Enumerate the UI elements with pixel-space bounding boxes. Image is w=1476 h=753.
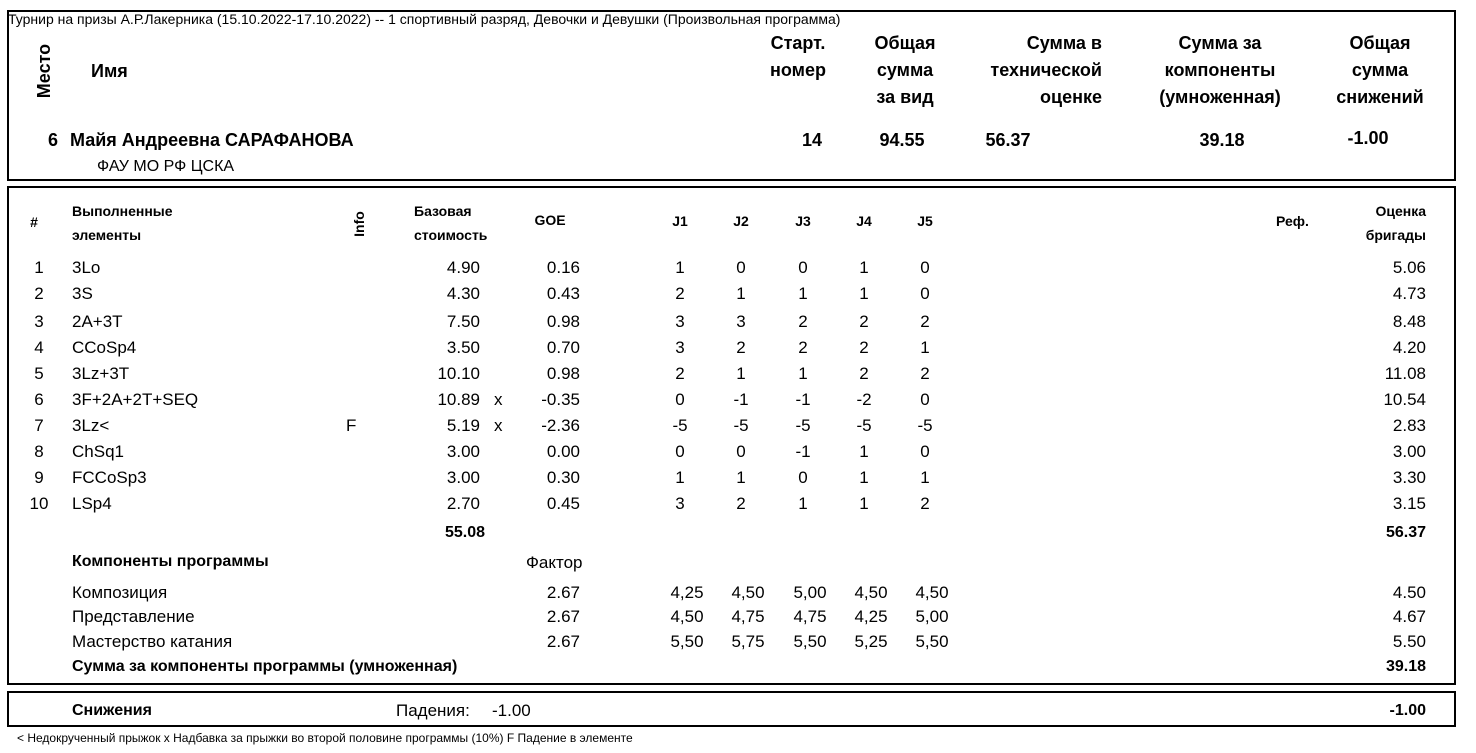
name-label: Имя (91, 61, 128, 81)
header-line: (умноженная) (1159, 87, 1281, 107)
element-name: ChSq1 (72, 442, 124, 461)
element-judge-1: 3 (675, 494, 685, 513)
element-judge-1: 0 (675, 442, 685, 461)
component-judge-3: 5,00 (793, 583, 827, 602)
component-judge-2: 4,75 (731, 607, 765, 626)
header-line: бригады (1365, 227, 1426, 243)
header-line: Базовая (414, 203, 472, 219)
falls-label: Падения: (396, 701, 470, 720)
element-base-value: 2.70 (446, 494, 480, 513)
element-base-value: 7.50 (446, 312, 480, 331)
skater-start-number: 14 (801, 130, 823, 150)
header-line: оценке (1040, 87, 1102, 107)
element-judge-4: 2 (859, 364, 869, 383)
element-bonus-mark: x (494, 390, 503, 409)
element-judge-2: 0 (736, 258, 746, 277)
element-score: 3.30 (1392, 468, 1426, 487)
component-judge-4: 4,50 (854, 583, 888, 602)
component-name: Мастерство катания (72, 632, 233, 651)
deductions-total: -1.00 (1389, 702, 1426, 719)
component-score: 4.50 (1392, 583, 1426, 602)
element-judge-2: 3 (736, 312, 746, 331)
element-num: 7 (34, 416, 44, 435)
header-line: Оценка (1375, 203, 1426, 219)
element-judge-5: 0 (920, 390, 930, 409)
element-score: 11.08 (1384, 364, 1426, 383)
element-judge-3: 2 (798, 338, 808, 357)
col-j4-header: J4 (856, 213, 872, 229)
component-judge-3: 4,75 (793, 607, 827, 626)
element-base-value: 3.50 (446, 338, 480, 357)
col-base-header (414, 199, 487, 247)
deductions-label: Снижения (72, 702, 152, 719)
element-judge-2: -5 (733, 416, 749, 435)
skater-pcs: 39.18 (1199, 130, 1245, 150)
element-judge-5: 1 (920, 468, 930, 487)
element-judge-5: 0 (920, 258, 930, 277)
element-judge-1: 3 (675, 338, 685, 357)
element-score: 3.00 (1392, 442, 1426, 461)
col-info-header: Info (351, 211, 367, 237)
col-j2-header: J2 (733, 213, 749, 229)
score-total: 56.37 (1385, 524, 1426, 541)
component-judge-5: 4,50 (915, 583, 949, 602)
element-name: 3F+2A+2T+SEQ (72, 390, 199, 409)
total-score-header (850, 30, 960, 111)
element-judge-5: 1 (920, 338, 930, 357)
element-bonus-mark: x (494, 416, 503, 435)
element-name: 3Lz+3T (72, 364, 130, 383)
header-line: Сумма в (1026, 33, 1102, 53)
element-score: 4.73 (1392, 284, 1426, 303)
element-judge-4: 2 (859, 338, 869, 357)
component-name: Представление (72, 607, 195, 626)
component-score: 5.50 (1392, 632, 1426, 651)
component-factor: 2.67 (546, 607, 580, 626)
element-judge-3: 2 (798, 312, 808, 331)
element-judge-1: 1 (675, 468, 685, 487)
element-num: 2 (34, 284, 44, 303)
place-label: Место (34, 43, 54, 99)
legend: < Недокрученный прыжок x Надбавка за прыжки во второй половине программы (10%) F Падение в элементе (17, 731, 633, 745)
event-title: Турнир на призы А.Р.Лакерника (15.10.2022-17.10.2022) -- 1 спортивный разряд, Девочки и Девушки (Произвольная программа) (8, 11, 841, 27)
component-judge-4: 5,25 (854, 632, 888, 651)
components-total-label: Сумма за компоненты программы (умноженная) (72, 658, 458, 675)
element-judge-2: 1 (736, 284, 746, 303)
base-total: 55.08 (444, 524, 485, 541)
skater-place: 6 (47, 130, 58, 150)
element-goe: 0.43 (546, 284, 580, 303)
element-judge-4: -2 (856, 390, 872, 409)
element-num: 5 (34, 364, 44, 383)
element-judge-4: -5 (856, 416, 872, 435)
deductions-box (7, 691, 1456, 727)
element-name: FCCoSp3 (72, 468, 147, 487)
component-judge-4: 4,25 (854, 607, 888, 626)
tes-header (960, 30, 1102, 111)
element-num: 4 (34, 338, 44, 357)
element-judge-3: -5 (795, 416, 811, 435)
component-name: Композиция (72, 583, 168, 602)
element-judge-5: 2 (920, 494, 930, 513)
element-judge-3: 0 (798, 258, 808, 277)
element-goe: 0.70 (546, 338, 580, 357)
col-score-header (1330, 199, 1426, 247)
components-title: Компоненты программы (72, 553, 269, 570)
element-goe: 0.98 (546, 364, 580, 383)
deductions-header (1322, 30, 1438, 111)
col-j1-header: J1 (672, 213, 688, 229)
element-judge-5: 0 (920, 284, 930, 303)
element-score: 8.48 (1392, 312, 1426, 331)
element-goe: 0.45 (546, 494, 580, 513)
element-score: 2.83 (1392, 416, 1426, 435)
element-base-value: 10.10 (437, 364, 480, 383)
element-judge-4: 1 (859, 442, 869, 461)
header-line: Старт. (770, 33, 826, 53)
element-info: F (346, 416, 357, 435)
element-judge-3: 0 (798, 468, 808, 487)
header-line: за вид (876, 87, 934, 107)
element-judge-3: 1 (798, 494, 808, 513)
element-base-value: 10.89 (437, 390, 480, 409)
skater-club: ФАУ МО РФ ЦСКА (97, 158, 235, 175)
skater-total: 94.55 (879, 130, 925, 150)
header-line: Общая (874, 33, 936, 53)
element-num: 1 (34, 258, 44, 277)
element-goe: 0.16 (546, 258, 580, 277)
pcs-header (1130, 30, 1310, 111)
element-score: 5.06 (1392, 258, 1426, 277)
skater-deductions: -1.00 (1347, 128, 1389, 148)
header-line: компоненты (1164, 60, 1276, 80)
col-j5-header: J5 (917, 213, 933, 229)
element-judge-3: 1 (798, 284, 808, 303)
element-judge-2: 1 (736, 364, 746, 383)
col-j3-header: J3 (795, 213, 811, 229)
element-judge-4: 1 (859, 468, 869, 487)
skater-name: Майя Андреевна САРАФАНОВА (70, 130, 354, 150)
element-name: 3Lz< (72, 416, 110, 435)
component-judge-2: 5,75 (731, 632, 765, 651)
component-judge-5: 5,00 (915, 607, 949, 626)
component-judge-5: 5,50 (915, 632, 949, 651)
col-ref-header: Реф. (1276, 213, 1309, 229)
element-base-value: 4.30 (446, 284, 480, 303)
element-base-value: 5.19 (446, 416, 480, 435)
element-name: CCoSp4 (72, 338, 137, 357)
element-judge-4: 2 (859, 312, 869, 331)
header-line: сумма (1351, 60, 1409, 80)
element-num: 3 (34, 312, 44, 331)
element-judge-2: 2 (736, 338, 746, 357)
header-line: стоимость (414, 227, 488, 243)
element-score: 4.20 (1392, 338, 1426, 357)
header-line: технической (990, 60, 1102, 80)
header-line: номер (770, 60, 826, 80)
element-name: LSp4 (72, 494, 112, 513)
element-judge-5: 2 (920, 364, 930, 383)
element-judge-2: 2 (736, 494, 746, 513)
element-judge-3: -1 (795, 390, 811, 409)
component-judge-1: 4,50 (670, 607, 704, 626)
element-judge-2: 0 (736, 442, 746, 461)
header-line: Общая (1349, 33, 1411, 53)
element-judge-5: -5 (917, 416, 933, 435)
element-goe: -0.35 (541, 390, 580, 409)
element-name: 2A+3T (72, 312, 123, 331)
element-num: 10 (29, 494, 49, 513)
element-judge-5: 2 (920, 312, 930, 331)
component-score: 4.67 (1392, 607, 1426, 626)
header-line: Сумма за (1178, 33, 1262, 53)
element-judge-1: 2 (675, 284, 685, 303)
element-judge-4: 1 (859, 258, 869, 277)
element-num: 8 (34, 442, 44, 461)
element-num: 6 (34, 390, 44, 409)
element-judge-4: 1 (859, 494, 869, 513)
component-judge-3: 5,50 (793, 632, 827, 651)
element-base-value: 3.00 (446, 468, 480, 487)
element-judge-3: 1 (798, 364, 808, 383)
element-judge-1: 1 (675, 258, 685, 277)
element-num: 9 (34, 468, 44, 487)
header-line: элементы (72, 227, 142, 243)
element-goe: -2.36 (541, 416, 580, 435)
element-judge-2: 1 (736, 468, 746, 487)
element-base-value: 3.00 (446, 442, 480, 461)
components-total: 39.18 (1385, 658, 1426, 675)
element-judge-1: -5 (672, 416, 688, 435)
element-judge-2: -1 (733, 390, 749, 409)
element-name: 3Lo (72, 258, 101, 277)
element-score: 3.15 (1392, 494, 1426, 513)
header-line: снижений (1336, 87, 1424, 107)
element-judge-1: 2 (675, 364, 685, 383)
element-goe: 0.30 (546, 468, 580, 487)
falls-value: -1.00 (492, 701, 531, 720)
col-executed-header (72, 199, 173, 247)
header-line: Выполненные (72, 203, 173, 219)
factor-label: Фактор (526, 553, 583, 572)
start-number-header (742, 30, 854, 84)
header-line: сумма (876, 60, 934, 80)
component-factor: 2.67 (546, 632, 580, 651)
element-judge-3: -1 (795, 442, 811, 461)
component-judge-2: 4,50 (731, 583, 765, 602)
element-judge-5: 0 (920, 442, 930, 461)
element-score: 10.54 (1383, 390, 1426, 409)
element-judge-1: 3 (675, 312, 685, 331)
element-goe: 0.98 (546, 312, 580, 331)
element-judge-1: 0 (675, 390, 685, 409)
element-goe: 0.00 (546, 442, 580, 461)
element-base-value: 4.90 (446, 258, 480, 277)
col-num-header: # (30, 214, 38, 230)
component-judge-1: 5,50 (670, 632, 704, 651)
col-goe-header: GOE (534, 212, 566, 228)
component-judge-1: 4,25 (670, 583, 704, 602)
element-name: 3S (72, 284, 93, 303)
component-factor: 2.67 (546, 583, 580, 602)
element-judge-4: 1 (859, 284, 869, 303)
skater-tes: 56.37 (985, 130, 1031, 150)
